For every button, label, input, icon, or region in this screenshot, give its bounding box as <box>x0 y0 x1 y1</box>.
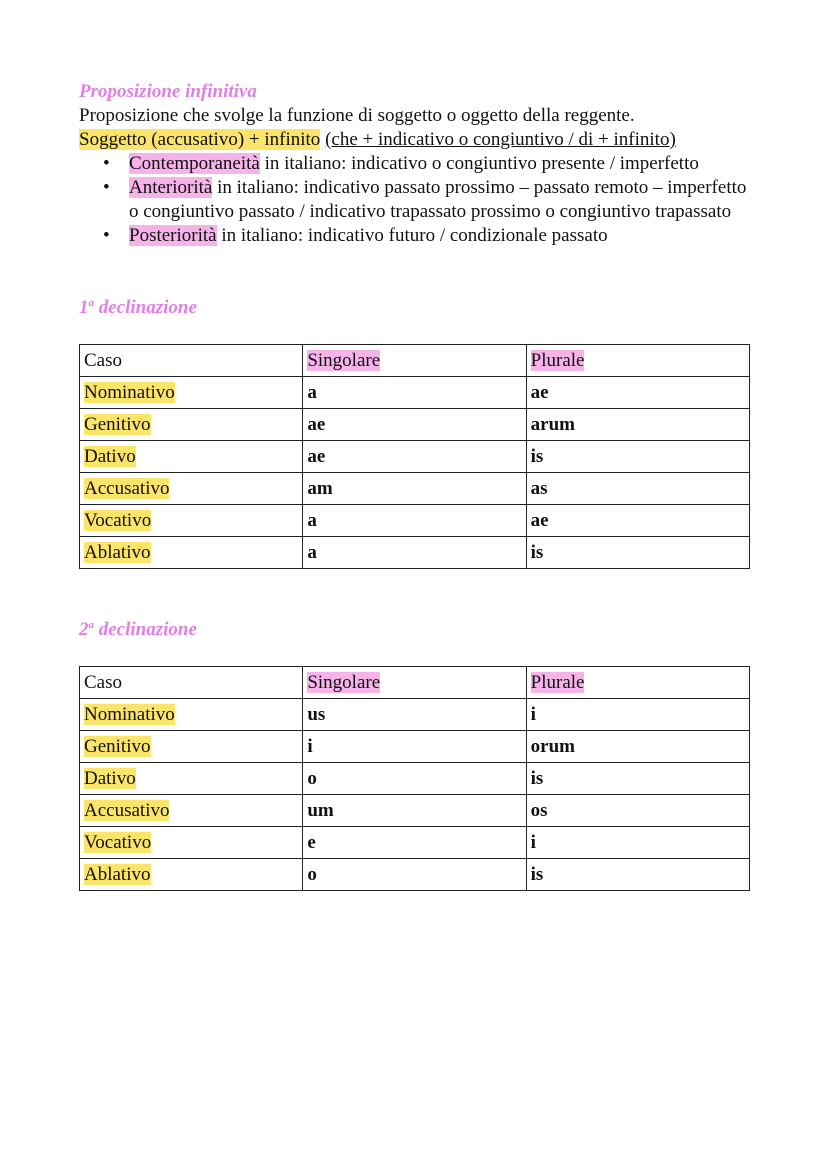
plural-cell: ae <box>526 377 749 409</box>
table-row <box>80 731 750 763</box>
plural-cell: i <box>526 699 749 731</box>
plural-cell: is <box>526 441 749 473</box>
formula-alternative: (che + indicativo o congiuntivo / di + infinito) <box>325 129 676 150</box>
header-plurale: Plurale <box>530 671 585 693</box>
header-cell <box>80 345 303 377</box>
case-label: Nominativo <box>84 703 175 725</box>
singular-cell: am <box>303 473 526 505</box>
singular-cell: i <box>303 731 526 763</box>
case-label: Dativo <box>84 767 136 789</box>
case-cell <box>80 859 303 891</box>
case-label: Ablativo <box>84 863 151 885</box>
plural-cell: orum <box>526 731 749 763</box>
section-title-first-declension <box>79 296 750 320</box>
case-cell <box>80 731 303 763</box>
section-title-infinitiva: Proposizione infinitiva <box>79 81 257 102</box>
case-label: Ablativo <box>84 541 151 563</box>
case-label: Nominativo <box>84 381 175 403</box>
table-row <box>80 441 750 473</box>
case-cell <box>80 699 303 731</box>
case-cell <box>80 795 303 827</box>
singular-cell: a <box>303 505 526 537</box>
case-label: Genitivo <box>84 413 151 435</box>
case-cell <box>80 409 303 441</box>
header-cell <box>303 667 526 699</box>
table-header-row <box>80 667 750 699</box>
case-label: Accusativo <box>84 477 170 499</box>
case-cell <box>80 505 303 537</box>
singular-cell: o <box>303 763 526 795</box>
singular-cell: a <box>303 377 526 409</box>
table-row <box>80 795 750 827</box>
declension-title: declinazione <box>94 619 197 640</box>
case-cell <box>80 473 303 505</box>
bullet-icon: • <box>103 177 110 198</box>
document-page <box>79 80 750 891</box>
case-label: Dativo <box>84 445 136 467</box>
term-contemporaneita: Contemporaneità <box>129 153 260 174</box>
case-cell <box>80 763 303 795</box>
header-caso: Caso <box>84 349 122 371</box>
declension-superscript: a <box>88 619 94 631</box>
definition-text: Proposizione che svolge la funzione di soggetto o oggetto della reggente. <box>79 105 635 126</box>
plural-cell: os <box>526 795 749 827</box>
timing-list <box>79 152 750 248</box>
plural-cell: ae <box>526 505 749 537</box>
singular-cell: us <box>303 699 526 731</box>
table-row <box>80 473 750 505</box>
table-header-row <box>80 345 750 377</box>
plural-cell: as <box>526 473 749 505</box>
section-title-second-declension <box>79 618 750 642</box>
case-label: Accusativo <box>84 799 170 821</box>
table-row <box>80 699 750 731</box>
header-plurale: Plurale <box>530 349 585 371</box>
formula-line <box>79 128 750 152</box>
declension-number: 2 <box>79 619 89 640</box>
table-row <box>80 505 750 537</box>
singular-cell: o <box>303 859 526 891</box>
list-item-text: in italiano: indicativo passato prossimo – passato remoto – imperfetto o congiuntivo passato / indicativo trapassato prossimo o congiuntivo trapassato <box>129 177 747 222</box>
case-label: Vocativo <box>84 831 152 853</box>
list-item-text: in italiano: indicativo futuro / condizionale passato <box>216 225 608 246</box>
list-item-anteriorita <box>79 176 750 224</box>
table-row <box>80 859 750 891</box>
plural-cell: is <box>526 537 749 569</box>
singular-cell: ae <box>303 441 526 473</box>
singular-cell: a <box>303 537 526 569</box>
list-item-posteriorita <box>79 224 750 248</box>
formula-highlighted: Soggetto (accusativo) + infinito <box>79 129 321 150</box>
case-cell <box>80 537 303 569</box>
term-posteriorita: Posteriorità <box>129 225 217 246</box>
table-row <box>80 409 750 441</box>
table-row <box>80 377 750 409</box>
second-declension-table <box>79 666 750 891</box>
table-row <box>80 827 750 859</box>
case-cell <box>80 441 303 473</box>
singular-cell: e <box>303 827 526 859</box>
case-cell <box>80 827 303 859</box>
header-cell <box>80 667 303 699</box>
table-row <box>80 763 750 795</box>
plural-cell: i <box>526 827 749 859</box>
header-cell <box>526 345 749 377</box>
header-cell <box>526 667 749 699</box>
header-singolare: Singolare <box>307 349 381 371</box>
term-anteriorita: Anteriorità <box>129 177 213 198</box>
singular-cell: um <box>303 795 526 827</box>
list-item-text: in italiano: indicativo o congiuntivo presente / imperfetto <box>259 153 699 174</box>
header-cell <box>303 345 526 377</box>
declension-title: declinazione <box>94 297 197 318</box>
case-label: Genitivo <box>84 735 151 757</box>
list-item-contemporaneita <box>79 152 750 176</box>
declension-superscript: a <box>88 297 94 309</box>
plural-cell: arum <box>526 409 749 441</box>
plural-cell: is <box>526 763 749 795</box>
bullet-icon: • <box>103 225 110 246</box>
header-singolare: Singolare <box>307 671 381 693</box>
header-caso: Caso <box>84 671 122 693</box>
first-declension-table <box>79 344 750 569</box>
plural-cell: is <box>526 859 749 891</box>
bullet-icon: • <box>103 153 110 174</box>
table-row <box>80 537 750 569</box>
singular-cell: ae <box>303 409 526 441</box>
case-label: Vocativo <box>84 509 152 531</box>
case-cell <box>80 377 303 409</box>
declension-number: 1 <box>79 297 89 318</box>
